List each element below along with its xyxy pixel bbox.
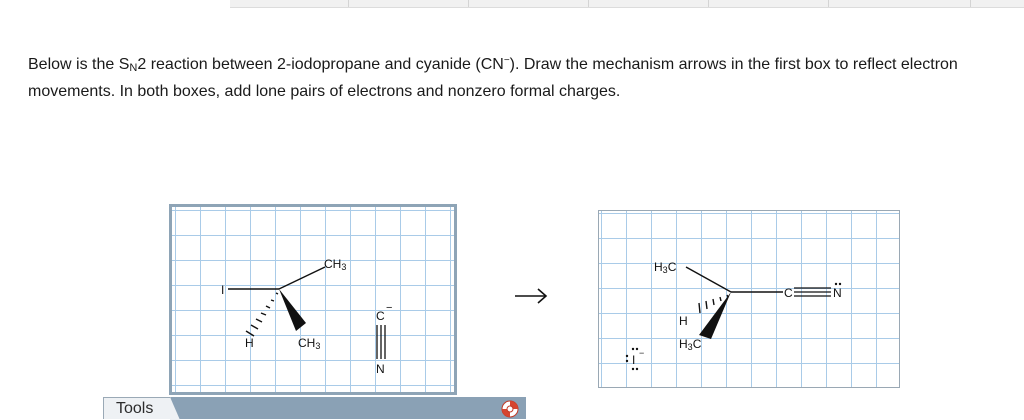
product-structure <box>599 211 899 387</box>
hydrogen-atom: H <box>245 336 254 350</box>
lifesaver-icon[interactable] <box>500 399 520 419</box>
carbon-methyl-bond <box>686 267 731 292</box>
top-toolbar-strip <box>230 0 1024 8</box>
cyanide-triple-bond <box>377 325 385 359</box>
tools-tab[interactable] <box>103 397 171 419</box>
cyanide-charge-superscript: − <box>503 55 510 66</box>
reactant-structure <box>172 207 454 392</box>
nitrile-triple-bond <box>794 288 831 296</box>
top-toolbar-divider <box>348 0 349 7</box>
hashed-wedge-bond <box>246 293 278 336</box>
product-methyl-top: H3C <box>654 260 677 275</box>
product-methyl-bottom: H3C <box>679 337 702 352</box>
top-toolbar-divider <box>708 0 709 7</box>
question-text-part: Below is the S <box>28 56 130 73</box>
methyl-group-top: CH3 <box>324 257 347 272</box>
cyanide-carbon-atom: C <box>376 309 385 323</box>
solid-wedge-bond <box>699 292 731 339</box>
question-text-part: ). Draw the mechanism arrows in the first box to reflect electron movements. In both boxes, add lone pairs of electrons and nonzero formal charges. <box>28 56 958 100</box>
top-toolbar-divider <box>468 0 469 7</box>
methyl-group-bottom: CH3 <box>298 336 321 351</box>
solid-wedge-bond <box>279 289 306 331</box>
iodide-atom: I <box>632 353 636 367</box>
nitrile-nitrogen-atom: N <box>833 286 842 300</box>
question-text-part: 2 reaction between 2-iodopropane and cyanide (CN <box>137 56 504 73</box>
product-drawing-canvas[interactable] <box>598 210 900 388</box>
iodide-negative-charge: − <box>639 348 645 358</box>
iodine-atom: I <box>221 283 225 297</box>
top-toolbar-divider <box>970 0 971 7</box>
top-toolbar-divider <box>588 0 589 7</box>
question-text <box>28 49 998 103</box>
nitrile-carbon-atom: C <box>784 286 793 300</box>
cyanide-nitrogen-atom: N <box>376 362 385 376</box>
product-hydrogen-atom: H <box>679 314 688 328</box>
tools-tab-label: Tools <box>116 400 154 417</box>
reaction-arrow-icon <box>513 286 549 306</box>
nitrogen-lone-pair <box>835 283 841 285</box>
carbon-methyl-bond <box>279 267 325 289</box>
top-toolbar-divider <box>828 0 829 7</box>
reactant-drawing-canvas[interactable] <box>169 204 457 395</box>
sn-subscript: N <box>129 62 138 74</box>
cyanide-negative-charge: − <box>386 302 393 314</box>
